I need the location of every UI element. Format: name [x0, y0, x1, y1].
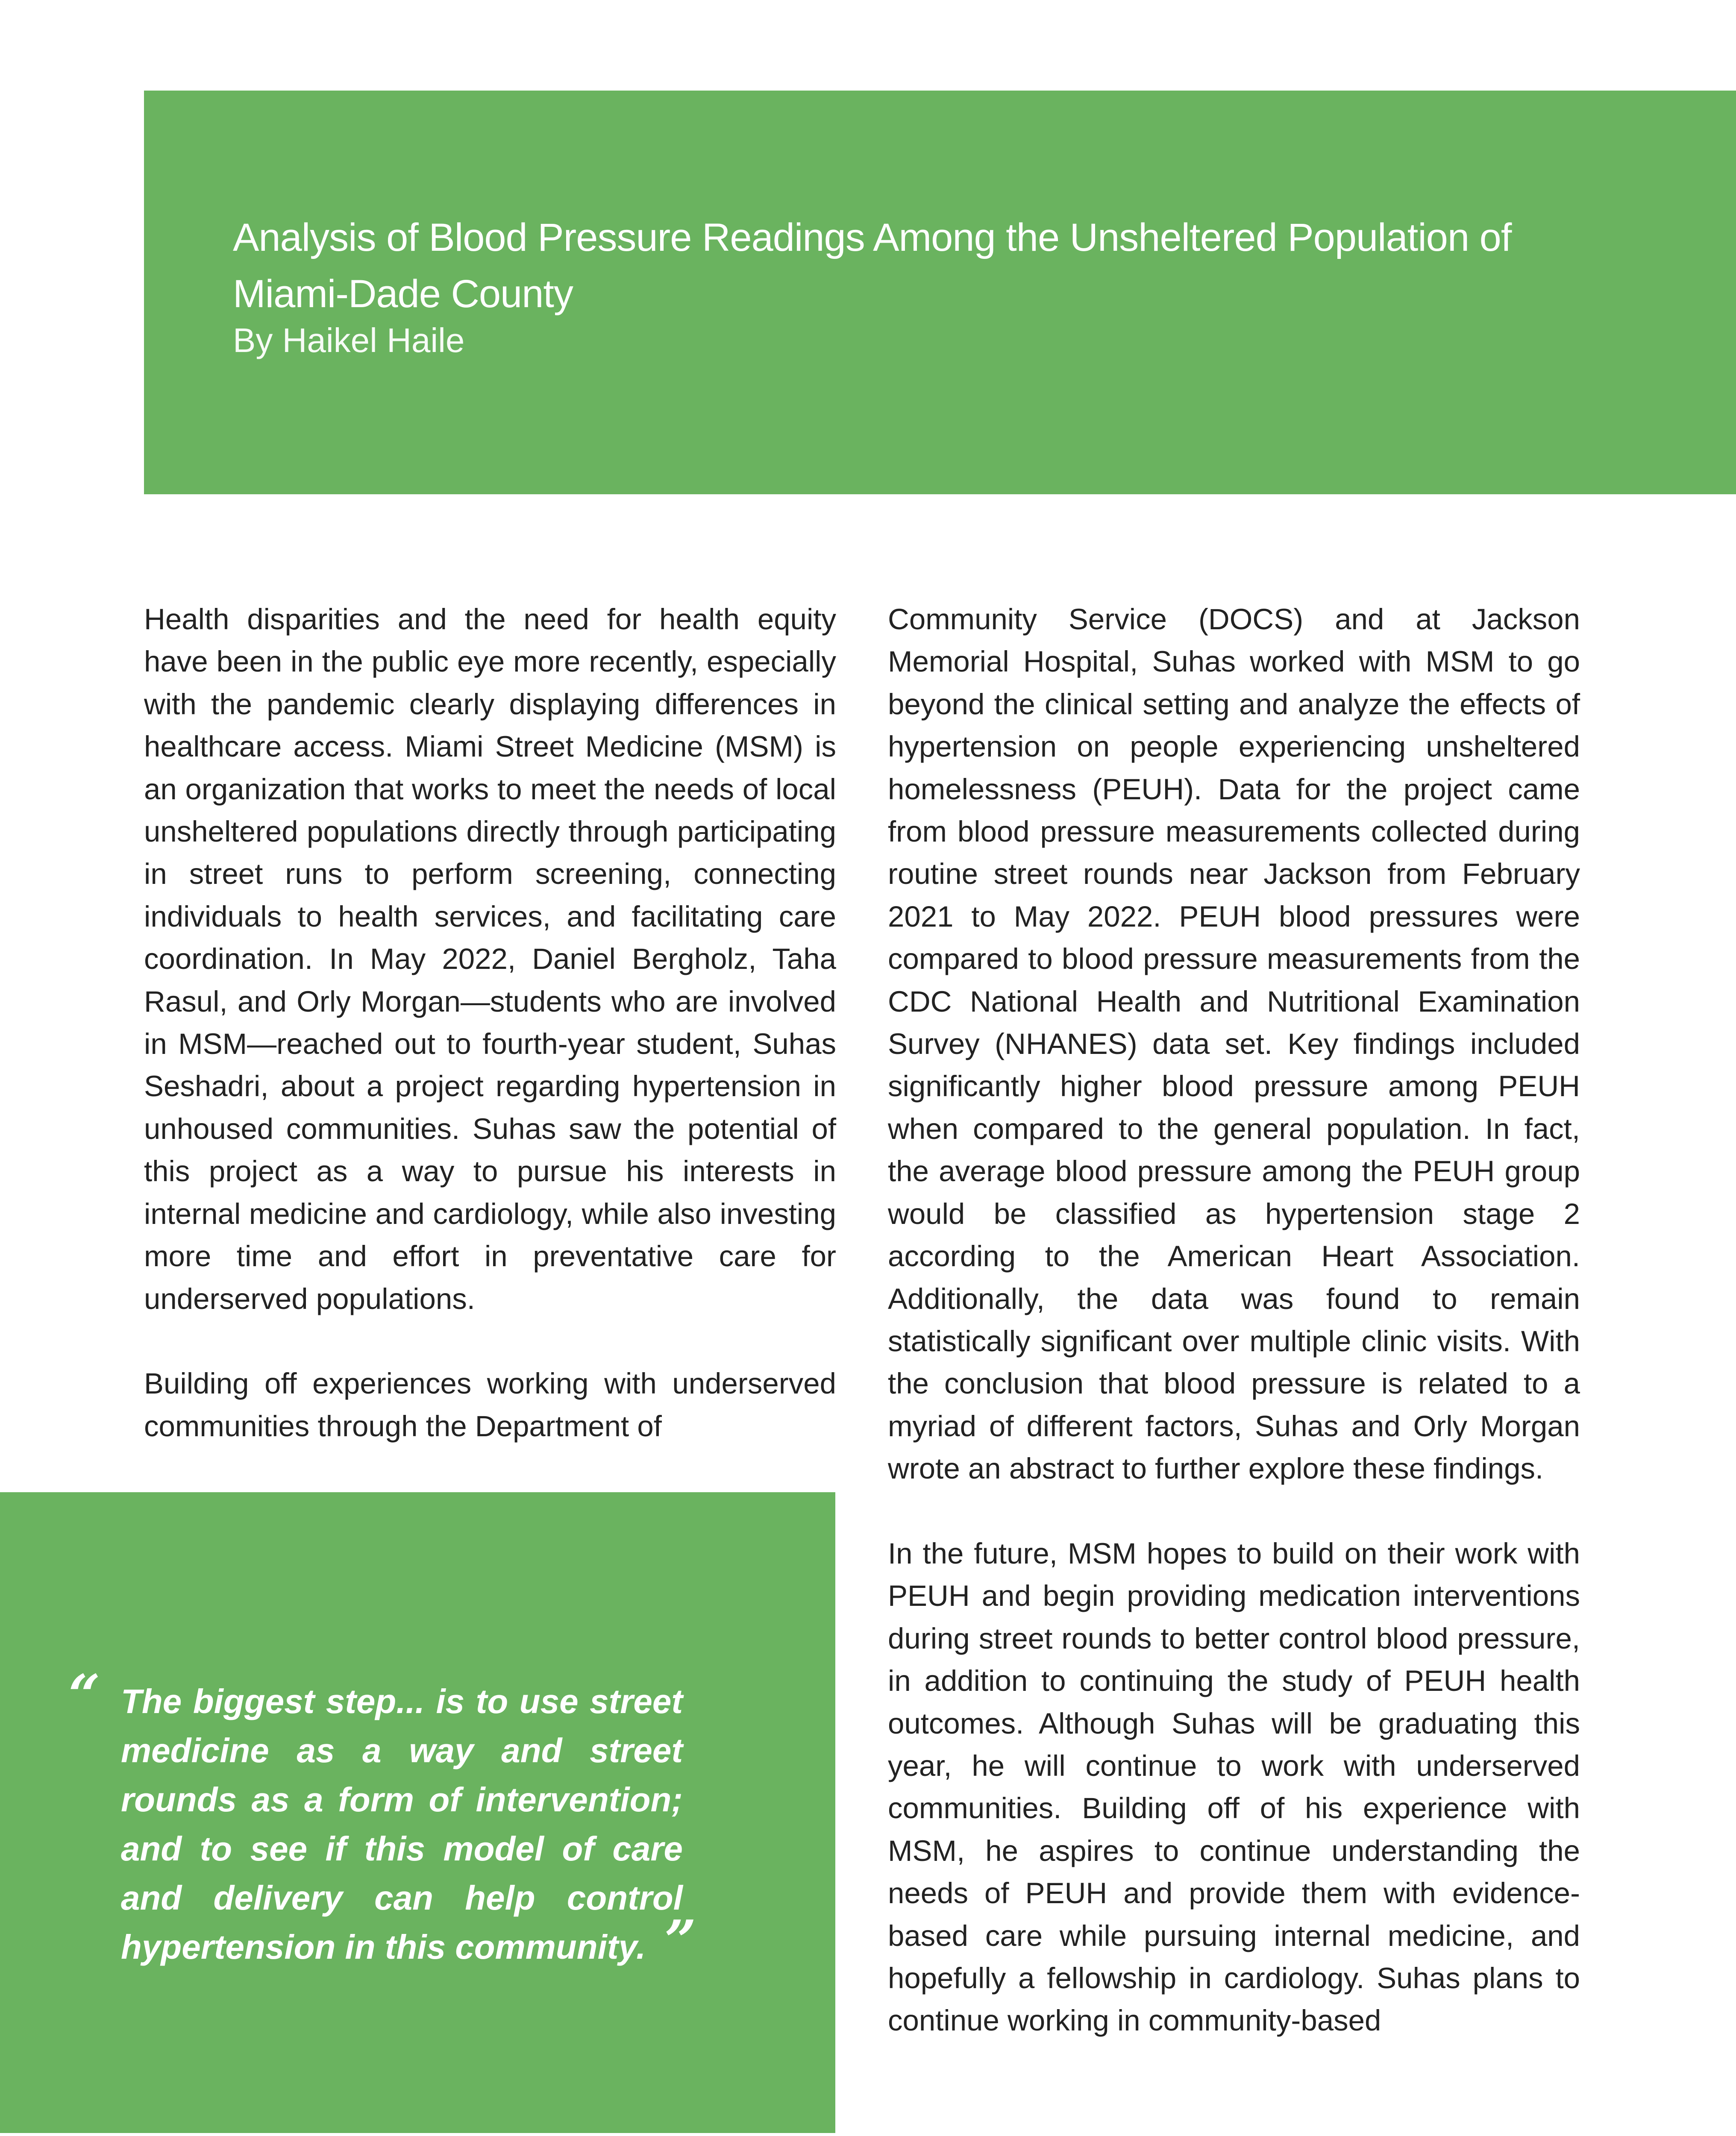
open-quote-icon: “ — [68, 1662, 100, 1728]
byline: By Haikel Haile — [233, 321, 465, 359]
body-paragraph: Community Service (DOCS) and at Jackson Memorial Hospital, Suhas worked with MSM to go beyond the clinical setting and analyze the effects of hypertension on people experiencing unsheltered homelessness (PEUH). Data for the project came from blood pressure measurements collected during routine street rounds near Jackson from February 2021 to May 2022. PEUH blood pressures were compared to blood pressure measurements from the CDC National Health and Nutritional Examination Survey (NHANES) data set. Key findings included significantly higher blood pressure among PEUH when compared to the general population. In fact, the average blood pressure among the PEUH group would be classified as hypertension stage 2 according to the American Heart Association. Additionally, the data was found to remain statistically significant over multiple clinic visits. With the conclusion that blood pressure is related to a myriad of different factors, Suhas and Orly Morgan wrote an abstract to further explore these findings. — [888, 603, 1580, 1485]
pull-quote-box — [0, 1492, 835, 2133]
body-paragraph: Health disparities and the need for health equity have been in the public eye more recently, especially with the pandemic clearly displaying differences in healthcare access. Miami Street Medicine (MSM) is an organization that works to meet the needs of local unsheltered populations directly through participating in street runs to perform screening, connecting individuals to health services, and facilitating care coordination. In May 2022, Daniel Bergholz, Taha Rasul, and Orly Morgan—students who are involved in MSM—reached out to fourth-year student, Suhas Seshadri, about a project regarding hypertension in unhoused communities. Suhas saw the potential of this project as a way to pursue his interests in internal medicine and cardiology, while also investing more time and effort in preventative care for underserved populations. — [144, 603, 836, 1315]
article-title: Analysis of Blood Pressure Readings Among the Unsheltered Population of Miami-Dade County — [233, 216, 1512, 316]
body-paragraph: In the future, MSM hopes to build on their work with PEUH and begin providing medication interventions during street rounds to better control blood pressure, in addition to continuing the study of PEUH health outcomes. Although Suhas will be graduating this year, he will continue to work with underserved communities. Building off of his experience with MSM, he aspires to continue understanding the needs of PEUH and provide them with evidence-based care while pursuing internal medicine, and hopefully a fellowship in cardiology. Suhas plans to continue working in community-based — [888, 1537, 1580, 2037]
header-band — [144, 91, 1736, 494]
right-column — [888, 598, 1580, 2084]
body-paragraph: Building off experiences working with underserved communities through the Department of — [144, 1367, 836, 1443]
close-quote-icon: ” — [664, 1908, 696, 1973]
pull-quote-text: The biggest step... is to use street medicine as a way and street rounds as a form of intervention; and to see if this model of care and delivery can help control hypertension in this community. — [121, 1682, 683, 1966]
left-column — [144, 598, 836, 1490]
